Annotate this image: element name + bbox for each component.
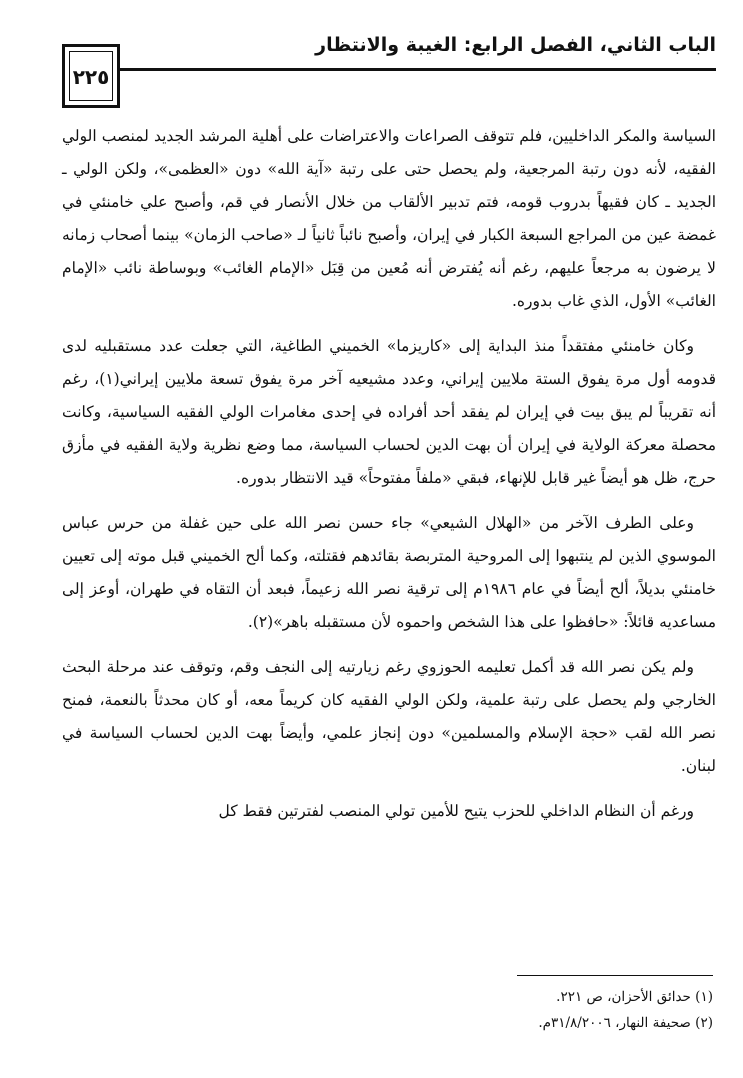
footnote: (٢) صحيفة النهار، ٣١/٨/٢٠٠٦م. xyxy=(538,1015,713,1031)
page-number: ٢٢٥ xyxy=(72,65,110,89)
paragraph: ورغم أن النظام الداخلي للحزب يتيح للأمين تولي المنصب لفترتين فقط كل xyxy=(218,802,694,820)
footnote: (١) حدائق الأحزان، ص ٢٢١. xyxy=(556,989,713,1005)
page-number-box xyxy=(62,44,120,108)
paragraph: وعلى الطرف الآخر من «الهلال الشيعي» جاء حسن نصر الله على حين غفلة من حرس عباس الموسوي الذين لم ينتبهوا إلى المروحية المتربصة بقائدهم فقتلته، وكما ألح الخميني قبل موته إلى تعيين خامنئي بديلاً، ألح أيضاً في عام ١٩٨٦م إلى ترقية نصر الله زعيماً، فبعد أن التقاه في طهران، أوعز إلى مساعديه قائلاً: «حافظوا على هذا الشخص واحموه لأن مستقبله باهر»(٢). xyxy=(62,514,716,631)
paragraph: وكان خامنئي مفتقداً منذ البداية إلى «كاريزما» الخميني الطاغية، التي جعلت عدد مستقبليه لدى قدومه أول مرة يفوق الستة ملايين إيراني، وعدد مشيعيه آخر مرة يفوق تسعة ملايين إيراني(١)، رغم أنه تقريباً لم يبق بيت في إيران لم يفقد أحد أفراده في إحدى مغامرات الولي الفقيه السياسية، وكانت محصلة معركة الولاية في إيران أن بهت الدين لحساب السياسة، مما وضع نظرية ولاية الفقيه في مأزق حرج، ظل هو أيضاً غير قابل للإنهاء، فبقي «ملفاً مفتوحاً» قيد الانتظار بدوره. xyxy=(62,337,716,487)
footnote-rule xyxy=(517,975,713,976)
body-text xyxy=(62,120,716,840)
header-rule xyxy=(116,68,716,71)
footnotes xyxy=(73,984,713,1036)
paragraph: ولم يكن نصر الله قد أكمل تعليمه الحوزوي رغم زيارتيه إلى النجف وقم، وتوقف عند مرحلة البحث الخارجي ولم يحصل على رتبة علمية، ولكن الولي الفقيه كان كريماً معه، أو كان محدثاً بالنعمة، فمنح نصر الله لقب «حجة الإسلام والمسلمين» دون إنجاز علمي، وأيضاً بهت الدين لحساب السياسة في لبنان. xyxy=(62,658,716,775)
page-header xyxy=(62,28,716,108)
running-title: الباب الثاني، الفصل الرابع: الغيبة والانتظار xyxy=(315,34,716,56)
paragraph: السياسة والمكر الداخليين، فلم تتوقف الصراعات والاعتراضات على أهلية المرشد الجديد لمنصب الولي الفقيه، لأنه دون رتبة المرجعية، ولم يحصل حتى على رتبة «آية الله» دون «العظمى»، ولكن الولي ـ الجديد ـ كان فقيهاً بدروب قومه، فتم تدبير الألقاب من خلال الأنصار في قم، وأصبح علي خامنئي في غمضة عين من المراجع السبعة الكبار في إيران، وأصبح نائباً ثانياً لـ «صاحب الزمان» بينما أصحاب زمانه لا يرضون به مرجعاً عليهم، رغم أنه يُفترض أنه مُعين من قِبَل «الإمام الغائب» وبوساطة نائب «الإمام الغائب» الأول، الذي غاب بدوره. xyxy=(62,127,716,310)
